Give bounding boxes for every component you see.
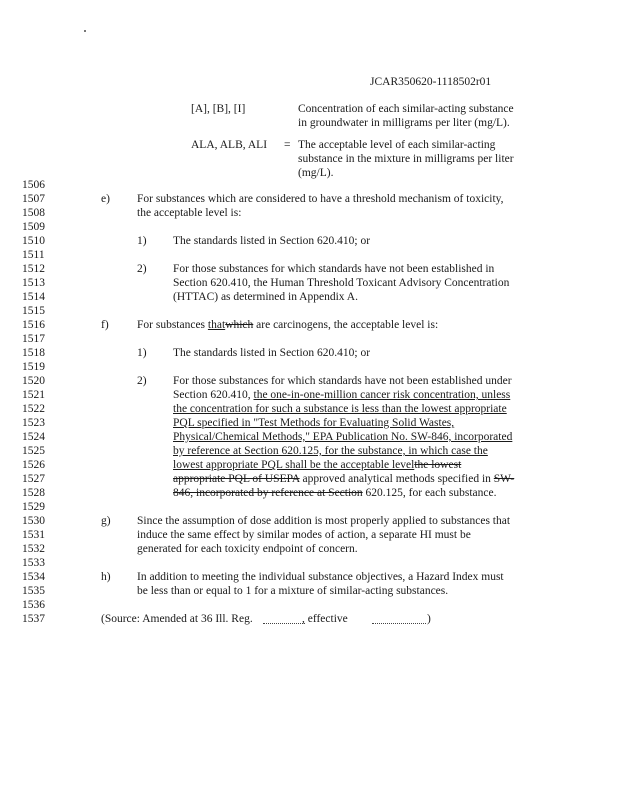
inserted-text: the one-in-one-million cancer risk concentration, unless: [253, 389, 511, 401]
line-number: 1507: [22, 193, 45, 205]
section-f-2-line-5: Physical/Chemical Methods," EPA Publication No. SW-846, incorporated: [173, 431, 513, 443]
line-number: 1529: [22, 501, 45, 513]
section-e-line-2: the acceptable level is:: [137, 207, 242, 219]
section-f-2-line-4: PQL specified in "Test Methods for Evaluating Solid Wastes,: [173, 417, 455, 429]
inserted-text: lowest appropriate PQL shall be the acceptable level: [173, 459, 415, 471]
definition-term-1: [A], [B], [I]: [191, 103, 246, 115]
definition-desc-1-line-1: Concentration of each similar-acting substance: [298, 103, 514, 115]
line-number: 1521: [22, 389, 45, 401]
line-number: 1530: [22, 515, 45, 527]
definition-desc-2-line-3: (mg/L).: [298, 167, 334, 179]
section-f-2-line-3: the concentration for such a substance is less than the lowest appropriate: [173, 403, 507, 415]
line-number: 1509: [22, 221, 45, 233]
line-number: 1508: [22, 207, 45, 219]
section-e-label: e): [101, 193, 110, 205]
plain-text: Section 620.410,: [173, 389, 254, 401]
line-number: 1525: [22, 445, 45, 457]
deleted-text: the lowest: [414, 459, 462, 471]
section-e-2-label: 2): [137, 263, 147, 275]
section-f-2-line-1: For those substances for which standards have not been established under: [173, 375, 512, 387]
section-e-1-line-1: The standards listed in Section 620.410; or: [173, 235, 371, 247]
line-number: 1535: [22, 585, 45, 597]
line-number: 1528: [22, 487, 45, 499]
section-f-2-label: 2): [137, 375, 147, 387]
source-effective: , effective: [302, 613, 348, 625]
scan-speck: [84, 30, 86, 32]
section-f-2-line-6: by reference at Section 620.125, for the substance, in which case the: [173, 445, 488, 457]
section-g-line-1: Since the assumption of dose addition is most properly applied to substances that: [137, 515, 511, 527]
line-number: 1516: [22, 319, 45, 331]
line-number: 1537: [22, 613, 45, 625]
section-f-intro: [137, 318, 438, 332]
line-number: 1527: [22, 473, 45, 485]
section-h-line-1: In addition to meeting the individual substance objectives, a Hazard Index must: [137, 571, 504, 583]
line-number: 1518: [22, 347, 45, 359]
plain-text: approved analytical methods specified in: [299, 473, 494, 485]
section-g-label: g): [101, 515, 111, 527]
section-f-label: f): [101, 319, 109, 331]
definition-desc-2-line-2: substance in the mixture in milligrams per liter: [298, 153, 514, 165]
line-number: 1536: [22, 599, 45, 611]
line-number: 1513: [22, 277, 45, 289]
section-e-1-label: 1): [137, 235, 147, 247]
source-date-blank: [372, 612, 426, 628]
line-number: 1510: [22, 235, 45, 247]
line-number: 1512: [22, 263, 45, 275]
line-number: 1534: [22, 571, 45, 583]
line-number: 1520: [22, 375, 45, 387]
definition-desc-1-line-2: in groundwater in milligrams per liter (mg/L).: [298, 117, 510, 129]
line-number: 1517: [22, 333, 45, 345]
definition-desc-2-line-1: The acceptable level of each similar-acting: [298, 139, 496, 151]
section-f-1-line-1: The standards listed in Section 620.410; or: [173, 347, 371, 359]
line-number: 1515: [22, 305, 45, 317]
line-number: 1532: [22, 543, 45, 555]
section-f-2-line-9: [173, 486, 496, 500]
line-number: 1533: [22, 557, 45, 569]
section-h-line-2: be less than or equal to 1 for a mixture of similar-acting substances.: [137, 585, 449, 597]
line-number: 1514: [22, 291, 45, 303]
section-f-2-line-2: [173, 388, 510, 402]
source-reg-blank: [263, 612, 305, 628]
section-f-intro-after: are carcinogens, the acceptable level is:: [253, 319, 439, 331]
section-e-line-1: For substances which are considered to have a threshold mechanism of toxicity,: [137, 193, 504, 205]
line-number: 1506: [22, 179, 45, 191]
line-number: 1511: [22, 249, 45, 261]
line-number: 1524: [22, 431, 45, 443]
line-number: 1522: [22, 403, 45, 415]
source-prefix: (Source: Amended at 36 Ill. Reg.: [101, 613, 253, 625]
section-f-2-line-8: [173, 472, 514, 486]
document-id: JCAR350620-1118502r01: [370, 76, 492, 88]
section-f-1-label: 1): [137, 347, 147, 359]
line-number: 1531: [22, 529, 45, 541]
section-h-label: h): [101, 571, 111, 583]
line-number: 1523: [22, 417, 45, 429]
section-e-2-line-1: For those substances for which standards have not been established in: [173, 263, 495, 275]
section-f-2-line-7: [173, 458, 461, 472]
deleted-text: appropriate PQL of USEPA: [173, 473, 300, 485]
line-number: 1519: [22, 361, 45, 373]
deleted-text: 846, incorporated by reference at Section: [173, 487, 363, 499]
deleted-text: SW-: [493, 473, 515, 485]
section-e-2-line-3: (HTTAC) as determined in Appendix A.: [173, 291, 358, 303]
plain-text: 620.125, for each substance.: [362, 487, 497, 499]
inserted-text: that: [207, 319, 226, 331]
definition-term-2: ALA, ALB, ALI: [191, 139, 268, 151]
section-f-intro-before: For substances: [137, 319, 208, 331]
deleted-text: which: [225, 319, 254, 331]
section-g-line-3: generated for each toxicity endpoint of concern.: [137, 543, 358, 555]
section-g-line-2: induce the same effect by similar modes of action, a separate HI must be: [137, 529, 471, 541]
definition-equals: =: [284, 139, 291, 151]
line-number: 1526: [22, 459, 45, 471]
section-e-2-line-2: Section 620.410, the Human Threshold Toxicant Advisory Concentration: [173, 277, 510, 289]
source-suffix: ): [427, 613, 431, 625]
